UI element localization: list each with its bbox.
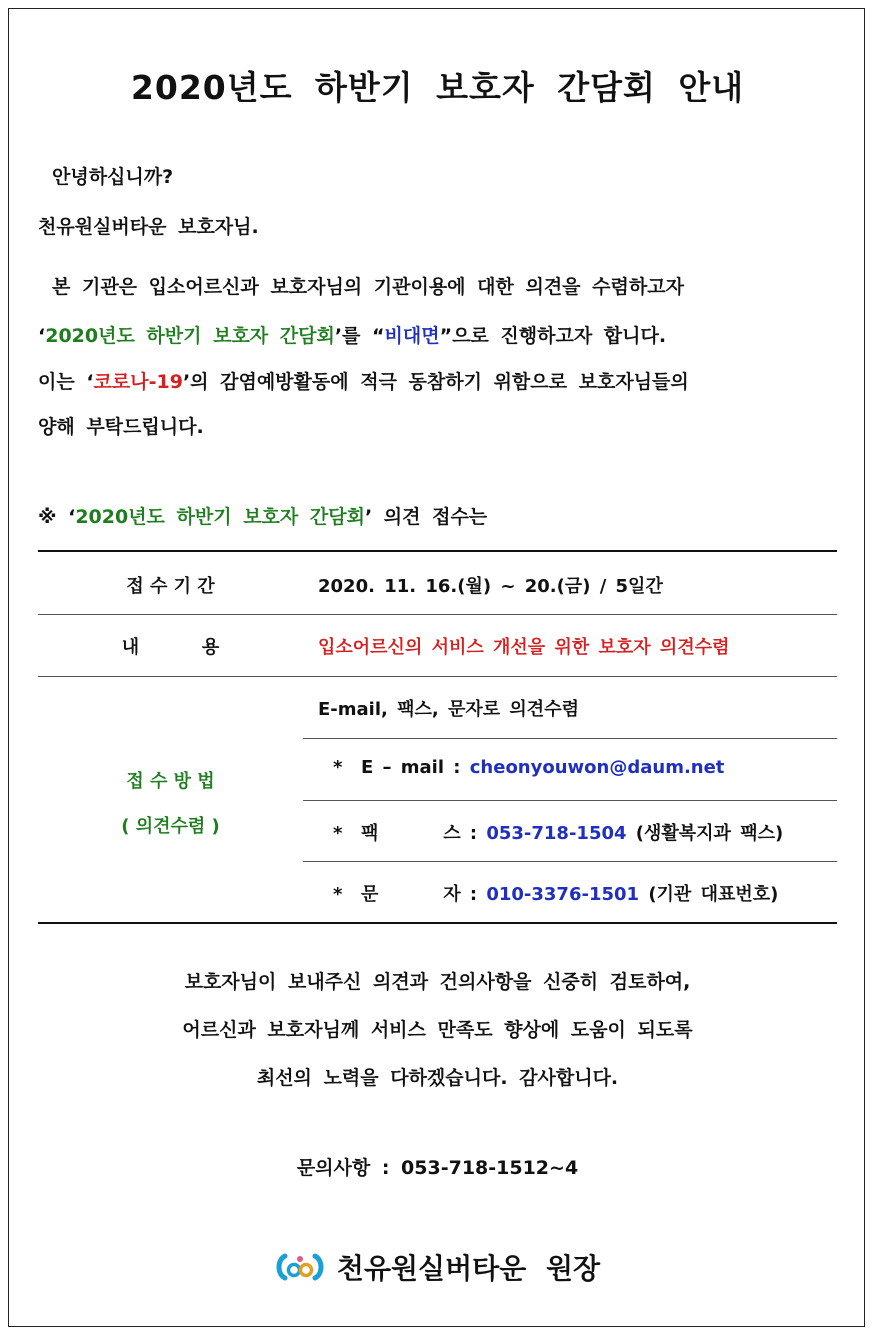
body-line-2-mid: ’를 “ bbox=[334, 325, 385, 347]
notice-line bbox=[38, 502, 487, 529]
page-border bbox=[8, 8, 865, 1327]
table-divider bbox=[38, 676, 837, 677]
fax-note: (생활복지과 팩스) bbox=[626, 823, 784, 844]
content-label: 내 용 bbox=[121, 637, 220, 658]
fax-number: 053-718-1504 bbox=[486, 823, 627, 844]
period-value: 2020. 11. 16.(월) ~ 20.(금) / 5일간 bbox=[318, 576, 663, 597]
fax-label: * 팩 스 : bbox=[333, 823, 487, 844]
sms-row bbox=[333, 880, 778, 906]
quote-open: ‘ bbox=[38, 325, 46, 347]
greeting: 안녕하십니까? bbox=[52, 166, 174, 188]
table-sub-divider bbox=[303, 738, 837, 739]
cheonyouwon-logo-icon bbox=[275, 1250, 325, 1291]
corona-label: 코로나-19 bbox=[93, 371, 183, 393]
body-line-4: 양해 부탁드립니다. bbox=[38, 416, 204, 438]
table-bottom-border bbox=[38, 922, 837, 924]
body-line-3 bbox=[38, 367, 689, 394]
email-row bbox=[333, 757, 724, 778]
closing-line-3: 최선의 노력을 다하겠습니다. 감사합니다. bbox=[256, 1067, 619, 1089]
notice-event: 2020년도 하반기 보호자 간담회 bbox=[75, 506, 365, 528]
body-line-3-pre: 이는 ‘ bbox=[38, 371, 94, 393]
content-value: 입소어르신의 서비스 개선을 위한 보호자 의견수렴 bbox=[318, 637, 730, 658]
closing-line-2: 어르신과 보호자님께 서비스 만족도 향상에 도움이 되도록 bbox=[182, 1019, 693, 1041]
method-label: 접 수 방 법 bbox=[126, 771, 215, 792]
notice-mark: ※ ‘ bbox=[38, 506, 76, 528]
signature-text: 천유원실버타운 원장 bbox=[336, 1252, 601, 1285]
body-line-2-end: ”으로 진행하고자 합니다. bbox=[439, 325, 667, 347]
signature bbox=[0, 1247, 875, 1291]
table-divider bbox=[38, 614, 837, 615]
inquiry-line: 문의사항 : 053-718-1512~4 bbox=[296, 1157, 579, 1179]
meeting-mode: 비대면 bbox=[384, 325, 440, 347]
sms-number: 010-3376-1501 bbox=[486, 884, 640, 905]
closing-line-1: 보호자님이 보내주신 의견과 건의사항을 신중히 검토하여, bbox=[184, 971, 691, 993]
addressee: 천유원실버타운 보호자님. bbox=[38, 216, 259, 238]
table-sub-divider bbox=[303, 800, 837, 801]
fax-row bbox=[333, 819, 783, 845]
sms-note: (기관 대표번호) bbox=[639, 884, 779, 905]
method-sublabel: ( 의견수렴 ) bbox=[121, 816, 220, 837]
body-line-1: 본 기관은 입소어르신과 보호자님의 기관이용에 대한 의견을 수렴하고자 bbox=[52, 276, 684, 298]
page-title: 2020년도 하반기 보호자 간담회 안내 bbox=[130, 68, 745, 107]
email-label: * E – mail : bbox=[333, 757, 470, 778]
table-sub-divider bbox=[303, 861, 837, 862]
body-line-3-end: ’의 감염예방활동에 적극 동참하기 위함으로 보호자님들의 bbox=[182, 371, 689, 393]
period-label: 접 수 기 간 bbox=[126, 576, 215, 597]
table-top-border bbox=[38, 550, 837, 552]
body-line-2 bbox=[38, 321, 666, 348]
method-intro: E-mail, 팩스, 문자로 의견수렴 bbox=[318, 699, 579, 720]
sms-label: * 문 자 : bbox=[333, 884, 487, 905]
event-name: 2020년도 하반기 보호자 간담회 bbox=[45, 325, 335, 347]
email-link[interactable]: cheonyouwon@daum.net bbox=[469, 757, 725, 778]
notice-tail: ’ 의견 접수는 bbox=[364, 506, 488, 528]
